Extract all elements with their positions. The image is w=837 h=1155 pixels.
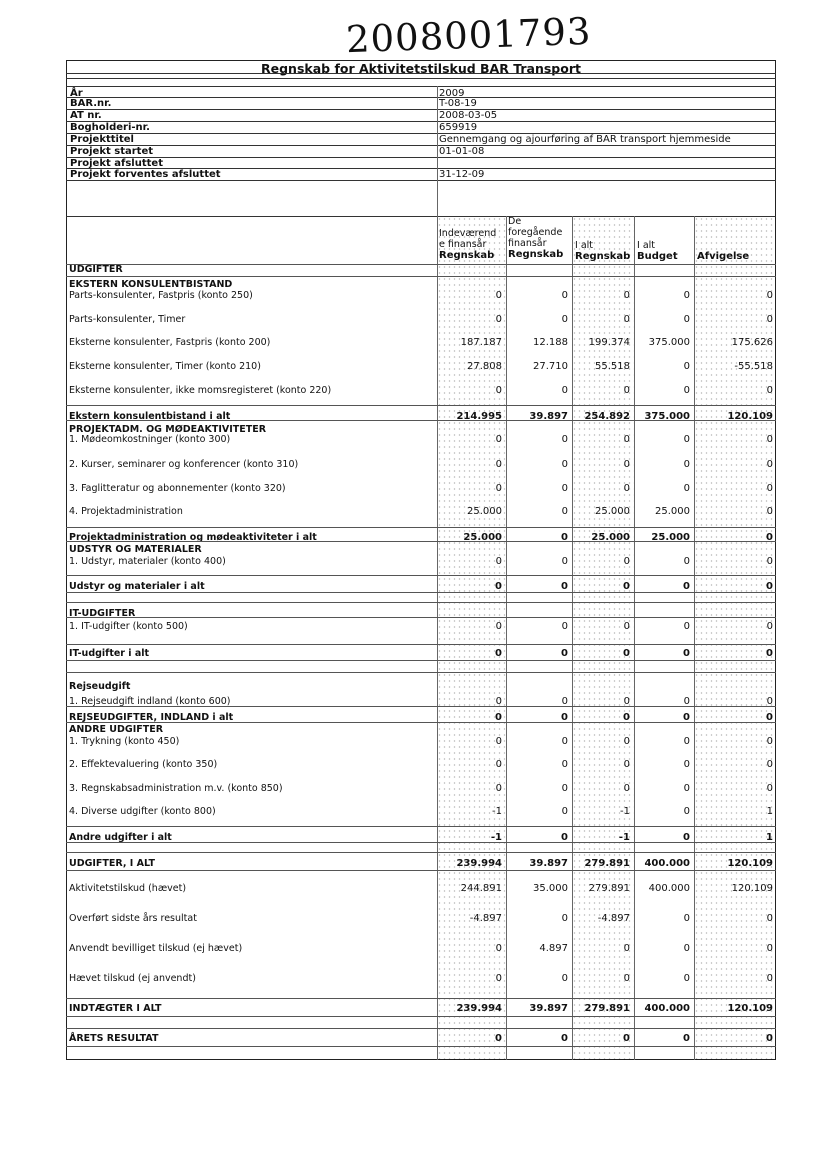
amount-cell: 55.518 (595, 361, 630, 372)
amount-cell: 27.808 (467, 361, 502, 372)
amount-cell: -1 (492, 806, 502, 817)
amount-cell: 12.188 (533, 337, 568, 348)
amount-cell: 0 (623, 1033, 630, 1044)
amount-cell: 0 (623, 648, 630, 659)
amount-cell: 0 (683, 648, 690, 659)
amount-cell: -1 (618, 832, 630, 843)
amount-cell: 0 (683, 483, 690, 494)
amount-cell: 0 (561, 483, 568, 494)
amount-cell: 1 (766, 806, 773, 817)
amount-cell: 0 (683, 696, 690, 707)
line-item-label: 1. Mødeomkostninger (konto 300) (69, 434, 231, 445)
line-item-label: 4. Diverse udgifter (konto 800) (69, 806, 216, 817)
section-heading: UDSTYR OG MATERIALER (69, 544, 202, 555)
meta-label: BAR.nr. (70, 98, 112, 109)
amount-cell: 120.109 (727, 858, 773, 869)
line-item-label: Aktivitetstilskud (hævet) (69, 883, 187, 894)
row-rule (66, 852, 776, 853)
amount-cell: 0 (766, 581, 773, 592)
amount-cell: 0 (495, 483, 502, 494)
amount-cell: 0 (561, 973, 568, 984)
row-rule (66, 420, 776, 421)
amount-cell: 0 (561, 506, 568, 517)
amount-cell: 0 (766, 648, 773, 659)
amount-cell: 0 (623, 483, 630, 494)
amount-cell: 0 (495, 556, 502, 567)
amount-cell: 0 (766, 973, 773, 984)
amount-cell: 0 (683, 913, 690, 924)
section-heading: ANDRE UDGIFTER (69, 724, 164, 735)
amount-cell: 27.710 (533, 361, 568, 372)
row-rule (66, 998, 776, 999)
amount-cell: 0 (766, 532, 773, 543)
amount-cell: 0 (495, 783, 502, 794)
amount-cell: 0 (495, 621, 502, 632)
amount-cell: 0 (561, 1033, 568, 1044)
meta-value: Gennemgang og ajourføring af BAR transport hjemmeside (439, 134, 731, 145)
line-item-label: 1. Trykning (konto 450) (69, 736, 180, 747)
rule (66, 86, 776, 87)
meta-value: 2009 (439, 88, 465, 99)
line-item-label: 2. Effektevaluering (konto 350) (69, 759, 218, 770)
meta-value: 659919 (439, 122, 478, 133)
meta-value: 01-01-08 (439, 146, 485, 157)
amount-cell: 0 (766, 783, 773, 794)
amount-cell: -4.897 (469, 913, 502, 924)
amount-cell: 39.897 (529, 858, 568, 869)
amount-cell: 0 (495, 712, 502, 723)
amount-cell: 0 (766, 556, 773, 567)
amount-cell: 1 (766, 832, 773, 843)
col-header-previous-bottom: Regnskab (508, 249, 564, 260)
amount-cell: 0 (561, 314, 568, 325)
amount-cell: 0 (495, 759, 502, 770)
amount-cell: 187.187 (460, 337, 502, 348)
amount-cell: 25.000 (595, 506, 630, 517)
scan-noise (694, 216, 776, 1060)
col-header-current-mid: e finansår (439, 239, 487, 250)
amount-cell: -55.518 (734, 361, 773, 372)
amount-cell: 0 (561, 696, 568, 707)
amount-cell: -1 (620, 806, 630, 817)
amount-cell: 0 (766, 913, 773, 924)
amount-cell: 0 (495, 290, 502, 301)
amount-cell: 0 (766, 736, 773, 747)
amount-cell: 0 (623, 434, 630, 445)
amount-cell: 0 (683, 759, 690, 770)
column-divider (634, 216, 635, 1060)
amount-cell: -1 (490, 832, 502, 843)
col-header-previous-mid2: finansår (508, 238, 547, 249)
amount-cell: 0 (561, 783, 568, 794)
amount-cell: 279.891 (584, 858, 630, 869)
line-item-label: 1. IT-udgifter (konto 500) (69, 621, 188, 632)
line-item-label: 2. Kurser, seminarer og konferencer (konto 310) (69, 459, 299, 470)
rule (66, 216, 776, 217)
amount-cell: 0 (495, 1033, 502, 1044)
amount-cell: 39.897 (529, 1003, 568, 1014)
line-item-label: 3. Faglitteratur og abonnementer (konto 320) (69, 483, 286, 494)
amount-cell: 400.000 (648, 883, 690, 894)
amount-cell: 0 (683, 736, 690, 747)
amount-cell: 239.994 (456, 858, 502, 869)
row-rule (66, 405, 776, 406)
col-header-budget (637, 240, 678, 262)
form-title: Regnskab for Aktivitetstilskud BAR Transport (261, 61, 581, 76)
row-rule (66, 617, 776, 618)
row-rule (66, 1046, 776, 1047)
col-header-deviation-bottom: Afvigelse (697, 251, 750, 262)
amount-cell: 0 (623, 290, 630, 301)
section-heading: EKSTERN KONSULENTBISTAND (69, 279, 233, 290)
row-rule (66, 1028, 776, 1029)
amount-cell: 0 (683, 434, 690, 445)
line-item-label: 4. Projektadministration (69, 506, 183, 517)
row-rule (66, 722, 776, 723)
row-rule (66, 602, 776, 603)
meta-label: Bogholderi-nr. (70, 122, 150, 133)
meta-value: T-08-19 (439, 98, 477, 109)
section-heading: Andre udgifter i alt (69, 832, 172, 843)
amount-cell: 0 (683, 832, 690, 843)
section-heading: Projektadministration og mødeaktiviteter i alt (69, 532, 317, 543)
amount-cell: 254.892 (584, 411, 630, 422)
amount-cell: 0 (561, 648, 568, 659)
amount-cell: 0 (561, 434, 568, 445)
col-header-previous (508, 216, 563, 260)
amount-cell: 0 (495, 314, 502, 325)
section-heading: PROJEKTADM. OG MØDEAKTIVITETER (69, 424, 267, 435)
amount-cell: 0 (495, 385, 502, 396)
amount-cell: 0 (623, 696, 630, 707)
amount-cell: 0 (623, 759, 630, 770)
row-rule (66, 842, 776, 843)
line-item-label: Eksterne konsulenter, Timer (konto 210) (69, 361, 261, 372)
section-heading: UDGIFTER (69, 264, 123, 275)
amount-cell: 0 (766, 434, 773, 445)
col-header-total-bottom: Regnskab (575, 251, 631, 262)
amount-cell: 0 (766, 314, 773, 325)
col-header-total-mid: I alt (575, 240, 594, 251)
amount-cell: 0 (561, 581, 568, 592)
amount-cell: 0 (561, 532, 568, 543)
rule (66, 180, 776, 181)
amount-cell: 0 (561, 621, 568, 632)
amount-cell: 0 (561, 759, 568, 770)
amount-cell: 0 (766, 1033, 773, 1044)
amount-cell: 214.995 (456, 411, 502, 422)
amount-cell: 0 (766, 483, 773, 494)
amount-cell: 0 (683, 712, 690, 723)
amount-cell: 0 (623, 783, 630, 794)
amount-cell: 0 (495, 943, 502, 954)
amount-cell: 0 (683, 556, 690, 567)
row-rule (66, 644, 776, 645)
amount-cell: 0 (766, 943, 773, 954)
amount-cell: 0 (683, 806, 690, 817)
line-item-label: Hævet tilskud (ej anvendt) (69, 973, 196, 984)
amount-cell: 0 (561, 736, 568, 747)
amount-cell: 400.000 (644, 858, 690, 869)
amount-cell: 0 (766, 290, 773, 301)
amount-cell: 279.891 (588, 883, 630, 894)
amount-cell: 0 (623, 459, 630, 470)
amount-cell: 0 (683, 290, 690, 301)
row-rule (66, 575, 776, 576)
line-item-label: Anvendt bevilliget tilskud (ej hævet) (69, 943, 243, 954)
line-item-label: Overført sidste års resultat (69, 913, 197, 924)
line-item-label: Eksterne konsulenter, ikke momsregisteret (konto 220) (69, 385, 332, 396)
amount-cell: 279.891 (584, 1003, 630, 1014)
amount-cell: -4.897 (597, 913, 630, 924)
amount-cell: 0 (623, 943, 630, 954)
line-item-label: Parts-konsulenter, Fastpris (konto 250) (69, 290, 253, 301)
scan-noise (572, 216, 634, 1060)
amount-cell: 120.109 (727, 1003, 773, 1014)
section-heading: Rejseudgift (69, 681, 131, 692)
rule (66, 97, 776, 98)
amount-cell: 0 (561, 712, 568, 723)
meta-value: 31-12-09 (439, 169, 485, 180)
line-item-label: Parts-konsulenter, Timer (69, 314, 186, 325)
amount-cell: 0 (495, 459, 502, 470)
amount-cell: 4.897 (539, 943, 568, 954)
amount-cell: 239.994 (456, 1003, 502, 1014)
row-rule (66, 672, 776, 673)
rule (66, 78, 776, 79)
amount-cell: 244.891 (460, 883, 502, 894)
amount-cell: 0 (623, 736, 630, 747)
rule (66, 133, 776, 134)
section-heading: REJSEUDGIFTER, INDLAND i alt (69, 712, 234, 723)
amount-cell: 0 (561, 385, 568, 396)
col-header-current-bottom: Regnskab (439, 250, 495, 261)
row-rule (66, 1016, 776, 1017)
meta-label: Projekt afsluttet (70, 158, 163, 169)
line-item-label: 1. Rejseudgift indland (konto 600) (69, 696, 231, 707)
amount-cell: 0 (766, 385, 773, 396)
amount-cell: 0 (561, 832, 568, 843)
amount-cell: 0 (766, 712, 773, 723)
amount-cell: 0 (683, 1033, 690, 1044)
section-heading: Ekstern konsulentbistand i alt (69, 411, 231, 422)
meta-label: Projekttitel (70, 134, 134, 145)
rule (66, 168, 776, 169)
col-header-current-top: Indeværend (439, 228, 497, 239)
meta-value: 2008-03-05 (439, 110, 498, 121)
row-rule (66, 527, 776, 528)
amount-cell: 375.000 (644, 411, 690, 422)
meta-label: År (70, 88, 83, 99)
rule (66, 109, 776, 110)
meta-label: Projekt startet (70, 146, 154, 157)
rule (66, 157, 776, 158)
section-heading: Udstyr og materialer i alt (69, 581, 205, 592)
amount-cell: 0 (683, 385, 690, 396)
amount-cell: 35.000 (533, 883, 568, 894)
col-header-budget-mid: I alt (637, 240, 656, 251)
rule (66, 121, 776, 122)
row-rule (66, 826, 776, 827)
amount-cell: 0 (495, 696, 502, 707)
amount-cell: 0 (495, 973, 502, 984)
amount-cell: 0 (766, 759, 773, 770)
amount-cell: 25.000 (655, 506, 690, 517)
amount-cell: 0 (561, 290, 568, 301)
amount-cell: 0 (495, 648, 502, 659)
amount-cell: 0 (623, 314, 630, 325)
col-header-budget-bottom: Budget (637, 251, 678, 262)
amount-cell: 120.109 (727, 411, 773, 422)
amount-cell: 0 (683, 314, 690, 325)
amount-cell: 25.000 (463, 532, 502, 543)
column-divider (506, 216, 507, 1060)
col-header-previous-top: De (508, 216, 522, 227)
amount-cell: 25.000 (591, 532, 630, 543)
amount-cell: 0 (561, 913, 568, 924)
amount-cell: 0 (623, 556, 630, 567)
amount-cell: 0 (495, 581, 502, 592)
line-item-label: 1. Udstyr, materialer (konto 400) (69, 556, 226, 567)
amount-cell: 0 (766, 696, 773, 707)
amount-cell: 0 (623, 712, 630, 723)
section-heading: ÅRETS RESULTAT (69, 1033, 159, 1044)
line-item-label: Eksterne konsulenter, Fastpris (konto 200) (69, 337, 271, 348)
rule (66, 73, 776, 74)
amount-cell: 400.000 (644, 1003, 690, 1014)
amount-cell: 0 (683, 361, 690, 372)
amount-cell: 0 (766, 459, 773, 470)
amount-cell: 25.000 (651, 532, 690, 543)
row-rule (66, 276, 776, 277)
row-rule (66, 541, 776, 542)
col-header-previous-mid: foregående (508, 227, 563, 238)
amount-cell: 0 (561, 459, 568, 470)
scan-noise (437, 216, 506, 1060)
line-item-label: 3. Regnskabsadministration m.v. (konto 850) (69, 783, 283, 794)
row-rule (66, 706, 776, 707)
amount-cell: 0 (561, 806, 568, 817)
amount-cell: 0 (683, 581, 690, 592)
amount-cell: 199.374 (588, 337, 630, 348)
meta-label: AT nr. (70, 110, 102, 121)
amount-cell: 0 (683, 943, 690, 954)
section-heading: IT-UDGIFTER (69, 608, 136, 619)
amount-cell: 0 (623, 581, 630, 592)
row-rule (66, 870, 776, 871)
handwritten-document-number: 2008001793 (345, 9, 593, 62)
amount-cell: 0 (495, 434, 502, 445)
amount-cell: 120.109 (731, 883, 773, 894)
amount-cell: 25.000 (467, 506, 502, 517)
amount-cell: 0 (766, 506, 773, 517)
amount-cell: 0 (683, 783, 690, 794)
amount-cell: 39.897 (529, 411, 568, 422)
row-rule (66, 660, 776, 661)
rule (66, 145, 776, 146)
amount-cell: 0 (561, 556, 568, 567)
row-rule (66, 592, 776, 593)
amount-cell: 0 (683, 459, 690, 470)
section-heading: UDGIFTER, I ALT (69, 858, 155, 869)
meta-label: Projekt forventes afsluttet (70, 169, 221, 180)
amount-cell: 0 (495, 736, 502, 747)
amount-cell: 375.000 (648, 337, 690, 348)
amount-cell: 0 (623, 385, 630, 396)
section-heading: INDTÆGTER I ALT (69, 1003, 162, 1014)
amount-cell: 0 (683, 973, 690, 984)
amount-cell: 175.626 (731, 337, 773, 348)
amount-cell: 0 (683, 621, 690, 632)
section-heading: IT-udgifter i alt (69, 648, 150, 659)
amount-cell: 0 (623, 621, 630, 632)
amount-cell: 0 (623, 973, 630, 984)
amount-cell: 0 (766, 621, 773, 632)
row-rule (66, 264, 776, 265)
